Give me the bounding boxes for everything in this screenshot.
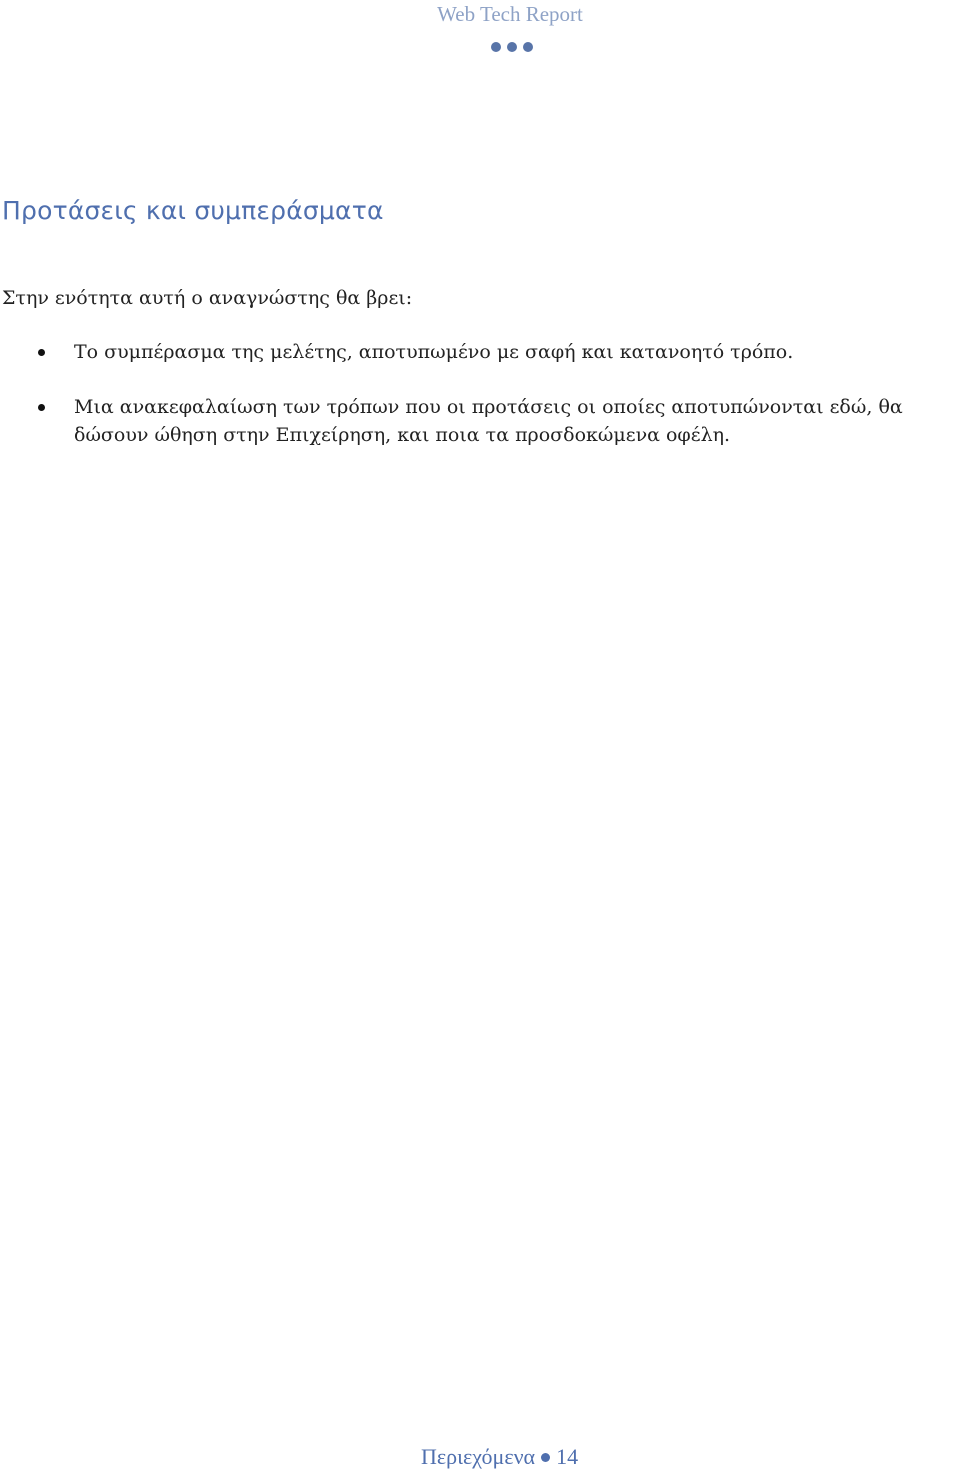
section-heading: Προτάσεις και συμπεράσματα [2,196,384,225]
report-title: Web Tech Report [437,2,583,26]
contents-link[interactable]: Περιεχόμενα [421,1444,536,1469]
intro-paragraph: Στην ενότητα αυτή ο αναγνώστης θα βρει: [2,287,413,309]
list-item [0,338,960,366]
dot-icon [523,42,533,52]
dot-icon [507,42,517,52]
header-dots-ornament [491,42,533,52]
list-item [0,393,960,449]
bullet-icon [38,349,45,356]
page-footer [421,1444,578,1470]
dot-icon [491,42,501,52]
list-item-text: Το συμπέρασμα της μελέτης, αποτυπωμένο με σαφή και κατανοητό τρόπο. [74,341,794,363]
list-item-text: Μια ανακεφαλαίωση των τρόπων που οι προτάσεις οι οποίες αποτυπώνονται εδώ, θα δώσουν ώθηση στην Επιχείρηση, και ποια τα προσδοκώμενα οφέλη. [74,396,903,446]
bullet-icon [38,404,45,411]
bullet-list [0,338,960,476]
separator-dot-icon [541,1453,550,1462]
page-number: 14 [556,1444,579,1469]
